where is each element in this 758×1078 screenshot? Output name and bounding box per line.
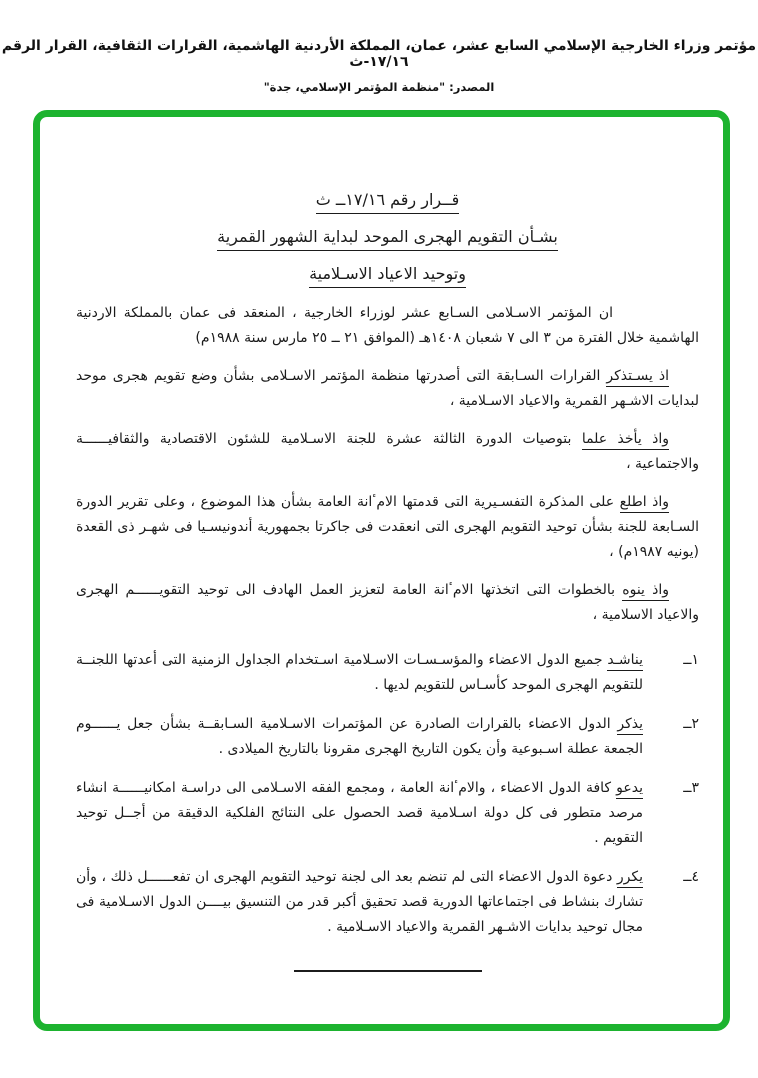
paragraph-text: القرارات السـابقة التى أصدرتها منظمة المؤتمر الاسـلامى بشأن وضع تقويم هجرى موحد لبدايات الاشـهر القمرية والاعياد الاسـلامية ، [76,368,699,409]
paragraph-text: ان المؤتمر الاسـلامى السـابع عشر لوزراء الخارجية ، المنعقد فى عمان بالمملكة الاردنية الهاشمية خلال الفترة من ٣ الى ٧ شعبان ١٤٠٨هـ (الموافق ٢١ ــ ٢٥ مارس سنة ١٩٨٨م) [76,305,699,346]
preamble-paragraph [76,301,699,351]
item-lead: يكرر [617,869,643,888]
item-row [76,776,699,851]
preamble-paragraph [76,490,699,565]
item-row [76,712,699,762]
preamble-paragraph [76,427,699,477]
item-lead: يذكر [617,716,643,735]
item-number: ١ــ [683,652,699,668]
item-lead: يناشـد [607,652,643,671]
paragraph-text: بالخطوات التى اتخذتها الامٴانة العامة لتعزيز العمل الهادف الى توحيد التقويــــــم الهجرى والاعياد الاسلامية ، [76,582,699,623]
page-header [0,38,758,94]
paragraph-lead: اذ يسـتذكر [606,368,669,387]
item-number: ٢ــ [683,716,699,732]
item-text [76,776,643,851]
title-line-3: وتوحيد الاعياد الاسـلامية [76,263,699,285]
paragraph-lead: واذ اطلع [620,494,669,513]
operative-items [76,648,699,940]
item-text [76,865,643,940]
item-body: دعوة الدول الاعضاء التى لم تنضم بعد الى لجنة توحيد التقويم الهجرى ان تفعــــــل ذلك ، وأن تشارك بنشاط فى اجتماعاتها الدورية قصد تحقيق أكبر قدر من التنسيق بيــــن الدول الاسـلامية فى مجال توحيد بدايات الاشـهر القمرية والاعياد الاسـلامية . [76,869,643,935]
item-text [76,712,643,762]
paragraph-lead: واذ يأخذ علما [582,431,669,450]
item-row [76,865,699,940]
resolution-title [76,189,699,285]
document-content [40,117,723,1024]
title-line-1: قــرار رقم ١٧/١٦ــ ث [76,189,699,211]
closing-rule [294,970,482,972]
item-number: ٣ــ [683,780,699,796]
title-line-2: بشـأن التقويم الهجرى الموحد لبداية الشهور القمرية [76,226,699,248]
item-body: كافة الدول الاعضاء ، والامٴانة العامة ، ومجمع الفقه الاسـلامى الى دراسـة امكانيــــــة انشاء مرصد متطور فى كل دولة اسـلامية قصد الحصول على النتائج الفلكية الدقيقة من أجــل توحيد التقويم . [76,780,643,846]
item-row [76,648,699,698]
document-frame [33,110,730,1031]
header-source: المصدر: "منظمة المؤتمر الإسلامي، جدة" [263,80,495,94]
paragraph-text: على المذكرة التفسـيرية التى قدمتها الامٴانة العامة بشأن هذا الموضوع ، وعلى تقرير الدورة السـابعة للجنة بشأن توحيد التقويم الهجرى التى انعقدت فى جاكرتا بجمهورية أندونيسـيا فى شهـر ذى القعدة (يونيه ١٩٨٧م) ، [76,494,699,560]
header-citation: مؤتمر وزراء الخارجية الإسلامي السابع عشر، عمان، المملكة الأردنية الهاشمية، القرارات الثقافية، القرار الرقم ١٧/١٦-ث [1,38,757,70]
item-body: الدول الاعضاء بالقرارات الصادرة عن المؤتمرات الاسـلامية السـابقــة بشأن جعل يــــــوم الجمعة عطلة اسـبوعية وأن يكون التاريخ الهجرى مقرونا بالتاريخ الميلادى . [76,716,643,757]
paragraph-lead: واذ ينوه [622,582,669,601]
item-body: جميع الدول الاعضاء والمؤسـسـات الاسـلامية اسـتخدام الجداول الزمنية التى أعدتها اللجنــة للتقويم الهجرى الموحد كأسـاس للتقويم لديها . [76,652,643,693]
paragraph-text: بتوصيات الدورة الثالثة عشرة للجنة الاسـلامية للشئون الاقتصادية والثقافيــــــة والاجتماعية ، [76,431,699,472]
item-lead: يدعو [616,780,643,799]
preamble-paragraph [76,364,699,414]
preamble-paragraph [76,578,699,628]
item-text [76,648,643,698]
item-number: ٤ــ [683,869,699,885]
